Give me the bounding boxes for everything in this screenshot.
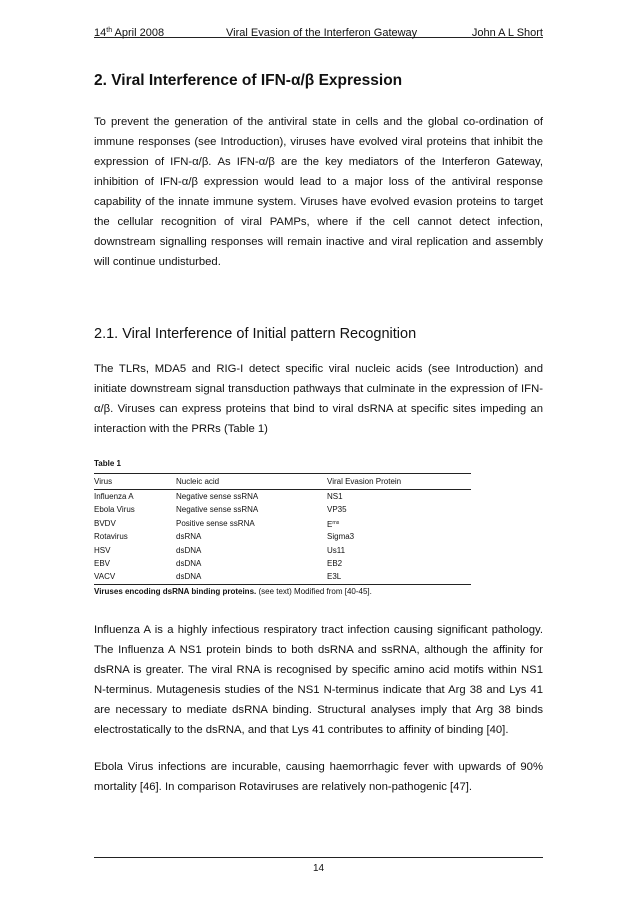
table-row (94, 531, 471, 544)
table-cell: HSV (94, 545, 111, 555)
body-paragraph: Ebola Virus infections are incurable, causing haemorrhagic fever with upwards of 90% mortality [46]. In comparison Rotaviruses are relatively non-pathogenic [47]. (94, 760, 543, 793)
subsection-heading: 2.1. Viral Interference of Initial pattern Recognition (94, 326, 417, 342)
virus-table (94, 473, 471, 585)
table-row (94, 544, 471, 557)
table-cell: Rotavirus (94, 532, 128, 542)
subsection-paragraph: The TLRs, MDA5 and RIG-I detect specific viral nucleic acids (see Introduction) and initiate downstream signal transduction pathways that culminate in the expression of IFN-α/β. Viruses can express proteins that bind to viral dsRNA at specific sites impeding an interaction with the PRRs (Table 1) (94, 363, 543, 435)
page-footer (94, 857, 543, 874)
table-header: Viral Evasion Protein (327, 474, 471, 490)
table-row (94, 503, 471, 516)
section-paragraph: To prevent the generation of the antiviral state in cells and the global co-ordination of immune responses (see Introduction), viruses have evolved viral proteins that inhibit the expression of IFN-α/β. As IFN-α/β are the key mediators of the Interferon Gateway, inhibition of IFN-α/β expression would lead to a major loss of the antiviral response capability of the innate immune system. Viruses have evolved evasion proteins to target the cellular recognition of viral PAMPs, where if the cell cannot detect infection, downstream signalling responses will remain inactive and viral replication and assembly will continue undisturbed. (94, 116, 543, 268)
table-cell: VACV (94, 570, 176, 584)
table-cell: Negative sense ssRNA (176, 504, 259, 514)
table-title: Table 1 (94, 459, 121, 468)
table-row (94, 490, 471, 504)
table-cell: Negative sense ssRNA (176, 491, 259, 501)
page-header (94, 13, 543, 38)
table-header: Nucleic acid (176, 474, 327, 490)
table-cell: Positive sense ssRNA (176, 518, 255, 528)
header-title: Viral Evasion of the Interferon Gateway (226, 27, 418, 39)
table-cell: Influenza A (94, 491, 134, 501)
table-cell: Us11 (327, 545, 346, 555)
table-row (94, 557, 471, 570)
section-heading: 2. Viral Interference of IFN-α/β Expression (94, 72, 403, 89)
table-header: Virus (94, 474, 176, 490)
table-cell: EBV (94, 558, 111, 568)
table-row (94, 517, 471, 531)
table-cell: dsDNA (176, 570, 327, 584)
table-cell: Sigma3 (327, 532, 355, 542)
table-caption: Viruses encoding dsRNA binding proteins. (see text) Modified from [40-45]. (94, 586, 372, 596)
page-content (94, 60, 543, 797)
table-header-row (94, 474, 471, 490)
table-cell: Ebola Virus (94, 504, 135, 514)
header-date: 14th April 2008 (94, 27, 165, 39)
table-cell: VP35 (327, 504, 347, 514)
table-row (94, 570, 471, 584)
table-cell: dsDNA (176, 558, 202, 568)
page-number: 14 (312, 863, 325, 874)
table-cell: dsDNA (176, 545, 202, 555)
table-cell-erns: $E^{rns}$ (327, 519, 340, 529)
table-cell: EB2 (327, 558, 343, 568)
table-cell: dsRNA (176, 532, 202, 542)
header-author: John A L Short (471, 27, 543, 39)
table-cell: E3L (327, 570, 471, 584)
table-cell: NS1 (327, 491, 343, 501)
table-cell: BVDV (94, 518, 116, 528)
body-paragraph: Influenza A is a highly infectious respiratory tract infection causing significant pathology. The Influenza A NS1 protein binds to both dsRNA and ssRNA, although the affinity for dsRNA is greater. The viral RNA is recognised by specific amino acid motifs within NS1 N-terminus. Mutagenesis studies of the NS1 N-terminus indicate that Arg 38 and Lys 41 are necessary to mediate dsRNA binding. Structural analyses imply that Arg 38 binds electrostatically to the dsRNA, and that Lys 41 contributes to affinity of binding [40]. (94, 623, 543, 736)
